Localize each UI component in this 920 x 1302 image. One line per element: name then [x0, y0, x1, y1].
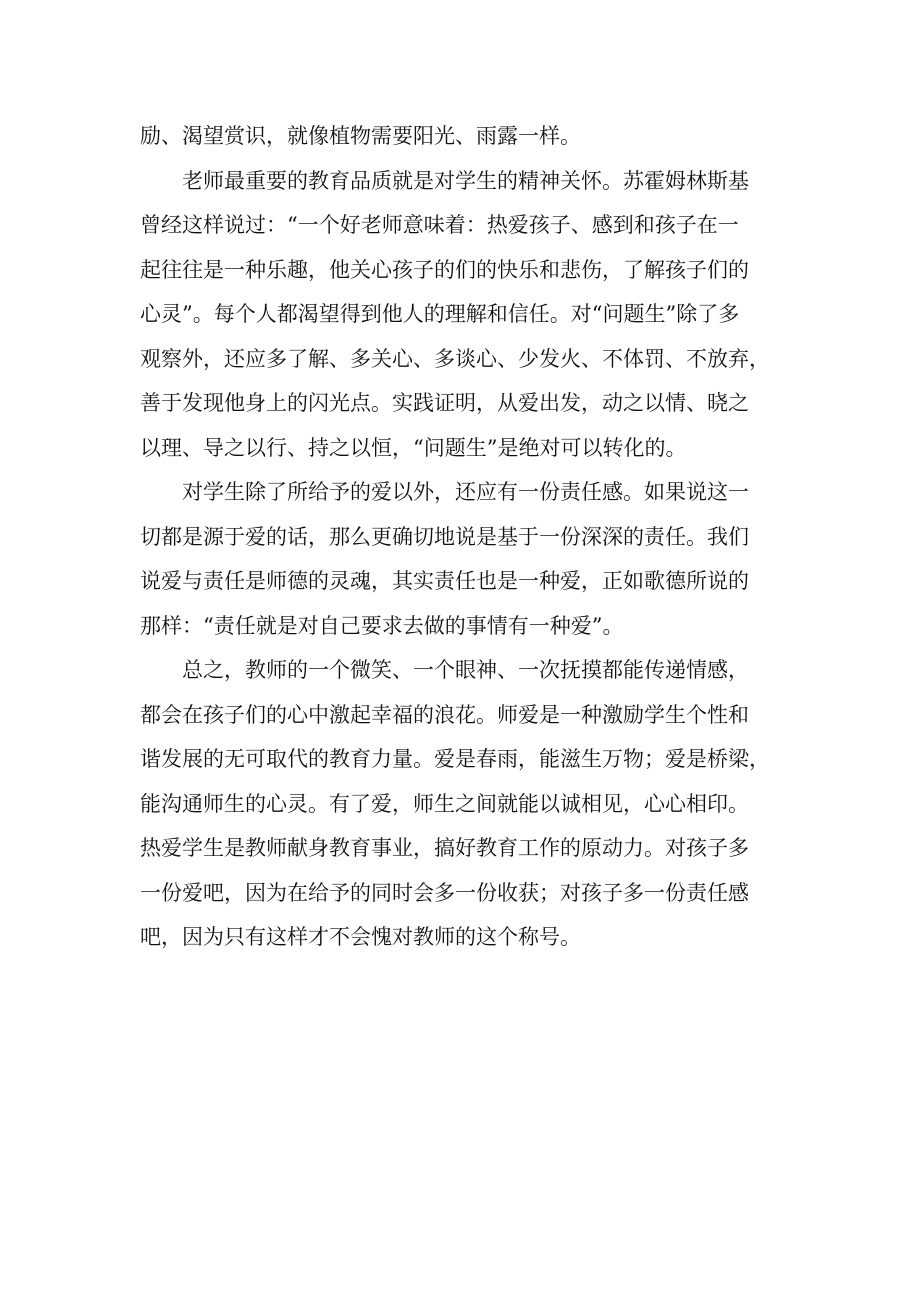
text-line: 那样：“责任就是对自己要求去做的事情有一种爱”。 — [140, 613, 624, 638]
text-line: 吧，因为只有这样才不会愧对教师的这个称号。 — [140, 925, 581, 949]
text-line: 总之，教师的一个微笑、一个眼神、一次抚摸都能传递情感， — [182, 658, 749, 682]
text-line: 都会在孩子们的心中激起幸福的浪花。师爱是一种激励学生个性和 — [140, 702, 749, 727]
document-body — [140, 114, 780, 960]
text-line: 对学生除了所给予的爱以外，还应有一份责任感。如果说这一 — [182, 480, 749, 504]
text-line: 切都是源于爱的话，那么更确切地说是基于一份深深的责任。我们 — [140, 524, 749, 549]
paragraph-3 — [140, 470, 780, 648]
text-line: 心灵”。每个人都渴望得到他人的理解和信任。对“问题生”除了多 — [140, 302, 740, 326]
paragraph-1 — [140, 114, 780, 159]
text-line: 说爱与责任是师德的灵魂，其实责任也是一种爱，正如歌德所说的 — [140, 569, 749, 593]
text-line: 以理、导之以行、持之以恒，“问题生”是绝对可以转化的。 — [140, 435, 687, 460]
paragraph-4 — [140, 648, 780, 960]
text-line: 励、渴望赏识，就像植物需要阳光、雨露一样。 — [140, 124, 581, 148]
text-line: 一份爱吧，因为在给予的同时会多一份收获；对孩子多一份责任感 — [140, 880, 749, 905]
text-line: 观察外，还应多了解、多关心、多谈心、少发火、不体罚、不放弃， — [140, 346, 770, 371]
paragraph-2 — [140, 159, 780, 471]
text-line: 能沟通师生的心灵。有了爱，师生之间就能以诚相见，心心相印。 — [140, 791, 749, 816]
text-line: 热爱学生是教师献身教育事业，搞好教育工作的原动力。对孩子多 — [140, 836, 749, 860]
text-line: 老师最重要的教育品质就是对学生的精神关怀。苏霍姆林斯基 — [182, 168, 749, 193]
text-line: 善于发现他身上的闪光点。实践证明，从爱出发，动之以情、晓之 — [140, 391, 749, 415]
text-line: 起往往是一种乐趣，他关心孩子的们的快乐和悲伤，了解孩子们的 — [140, 257, 749, 282]
text-line: 曾经这样说过：“一个好老师意味着：热爱孩子、感到和孩子在一 — [140, 213, 739, 237]
text-line: 谐发展的无可取代的教育力量。爱是春雨，能滋生万物；爱是桥梁， — [140, 747, 770, 771]
